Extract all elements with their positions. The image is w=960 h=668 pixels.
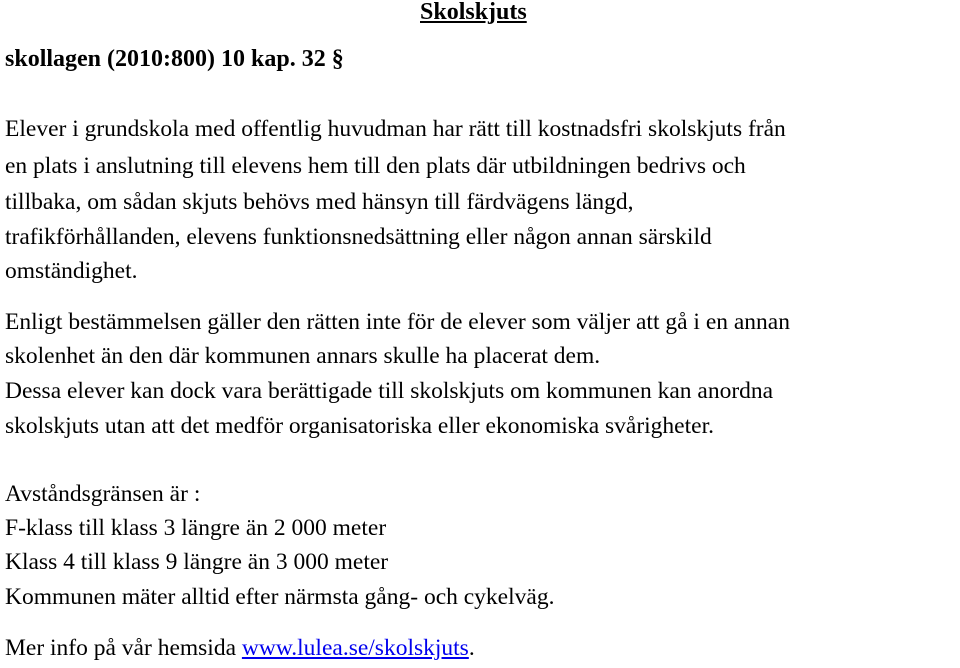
paragraph1-line-4: trafikförhållanden, elevens funktionsnedsättning eller någon annan särskild xyxy=(5,224,712,250)
distance-rule-3: Kommunen mäter alltid efter närmsta gång- och cykelväg. xyxy=(5,584,555,610)
paragraph1-line-3: tillbaka, om sådan skjuts behövs med hänsyn till färdvägens längd, xyxy=(5,189,634,215)
website-link[interactable]: www.lulea.se/skolskjuts xyxy=(241,635,469,661)
more-info-suffix: . xyxy=(468,635,475,661)
more-info-line xyxy=(5,634,475,662)
paragraph2-line-1: Enligt bestämmelsen gäller den rätten inte för de elever som väljer att gå i en annan xyxy=(5,309,790,335)
paragraph2-line-4: skolskjuts utan att det medför organisatoriska eller ekonomiska svårigheter. xyxy=(5,413,714,439)
distance-heading: Avståndsgränsen är : xyxy=(5,481,201,507)
paragraph1-line-1: Elever i grundskola med offentlig huvudman har rätt till kostnadsfri skolskjuts från xyxy=(5,116,786,142)
paragraph2-line-3: Dessa elever kan dock vara berättigade till skolskjuts om kommunen kan anordna xyxy=(5,378,774,404)
law-reference: skollagen (2010:800) 10 kap. 32 § xyxy=(5,46,344,72)
more-info-prefix: Mer info på vår hemsida xyxy=(5,635,242,661)
page-title: Skolskjuts xyxy=(420,0,527,25)
distance-rule-2: Klass 4 till klass 9 längre än 3 000 meter xyxy=(5,549,389,575)
paragraph1-line-5: omständighet. xyxy=(5,258,138,284)
paragraph1-line-2: en plats i anslutning till elevens hem till den plats där utbildningen bedrivs och xyxy=(5,153,746,179)
distance-rule-1: F-klass till klass 3 längre än 2 000 meter xyxy=(5,515,387,541)
paragraph2-line-2: skolenhet än den där kommunen annars skulle ha placerat dem. xyxy=(5,343,601,369)
